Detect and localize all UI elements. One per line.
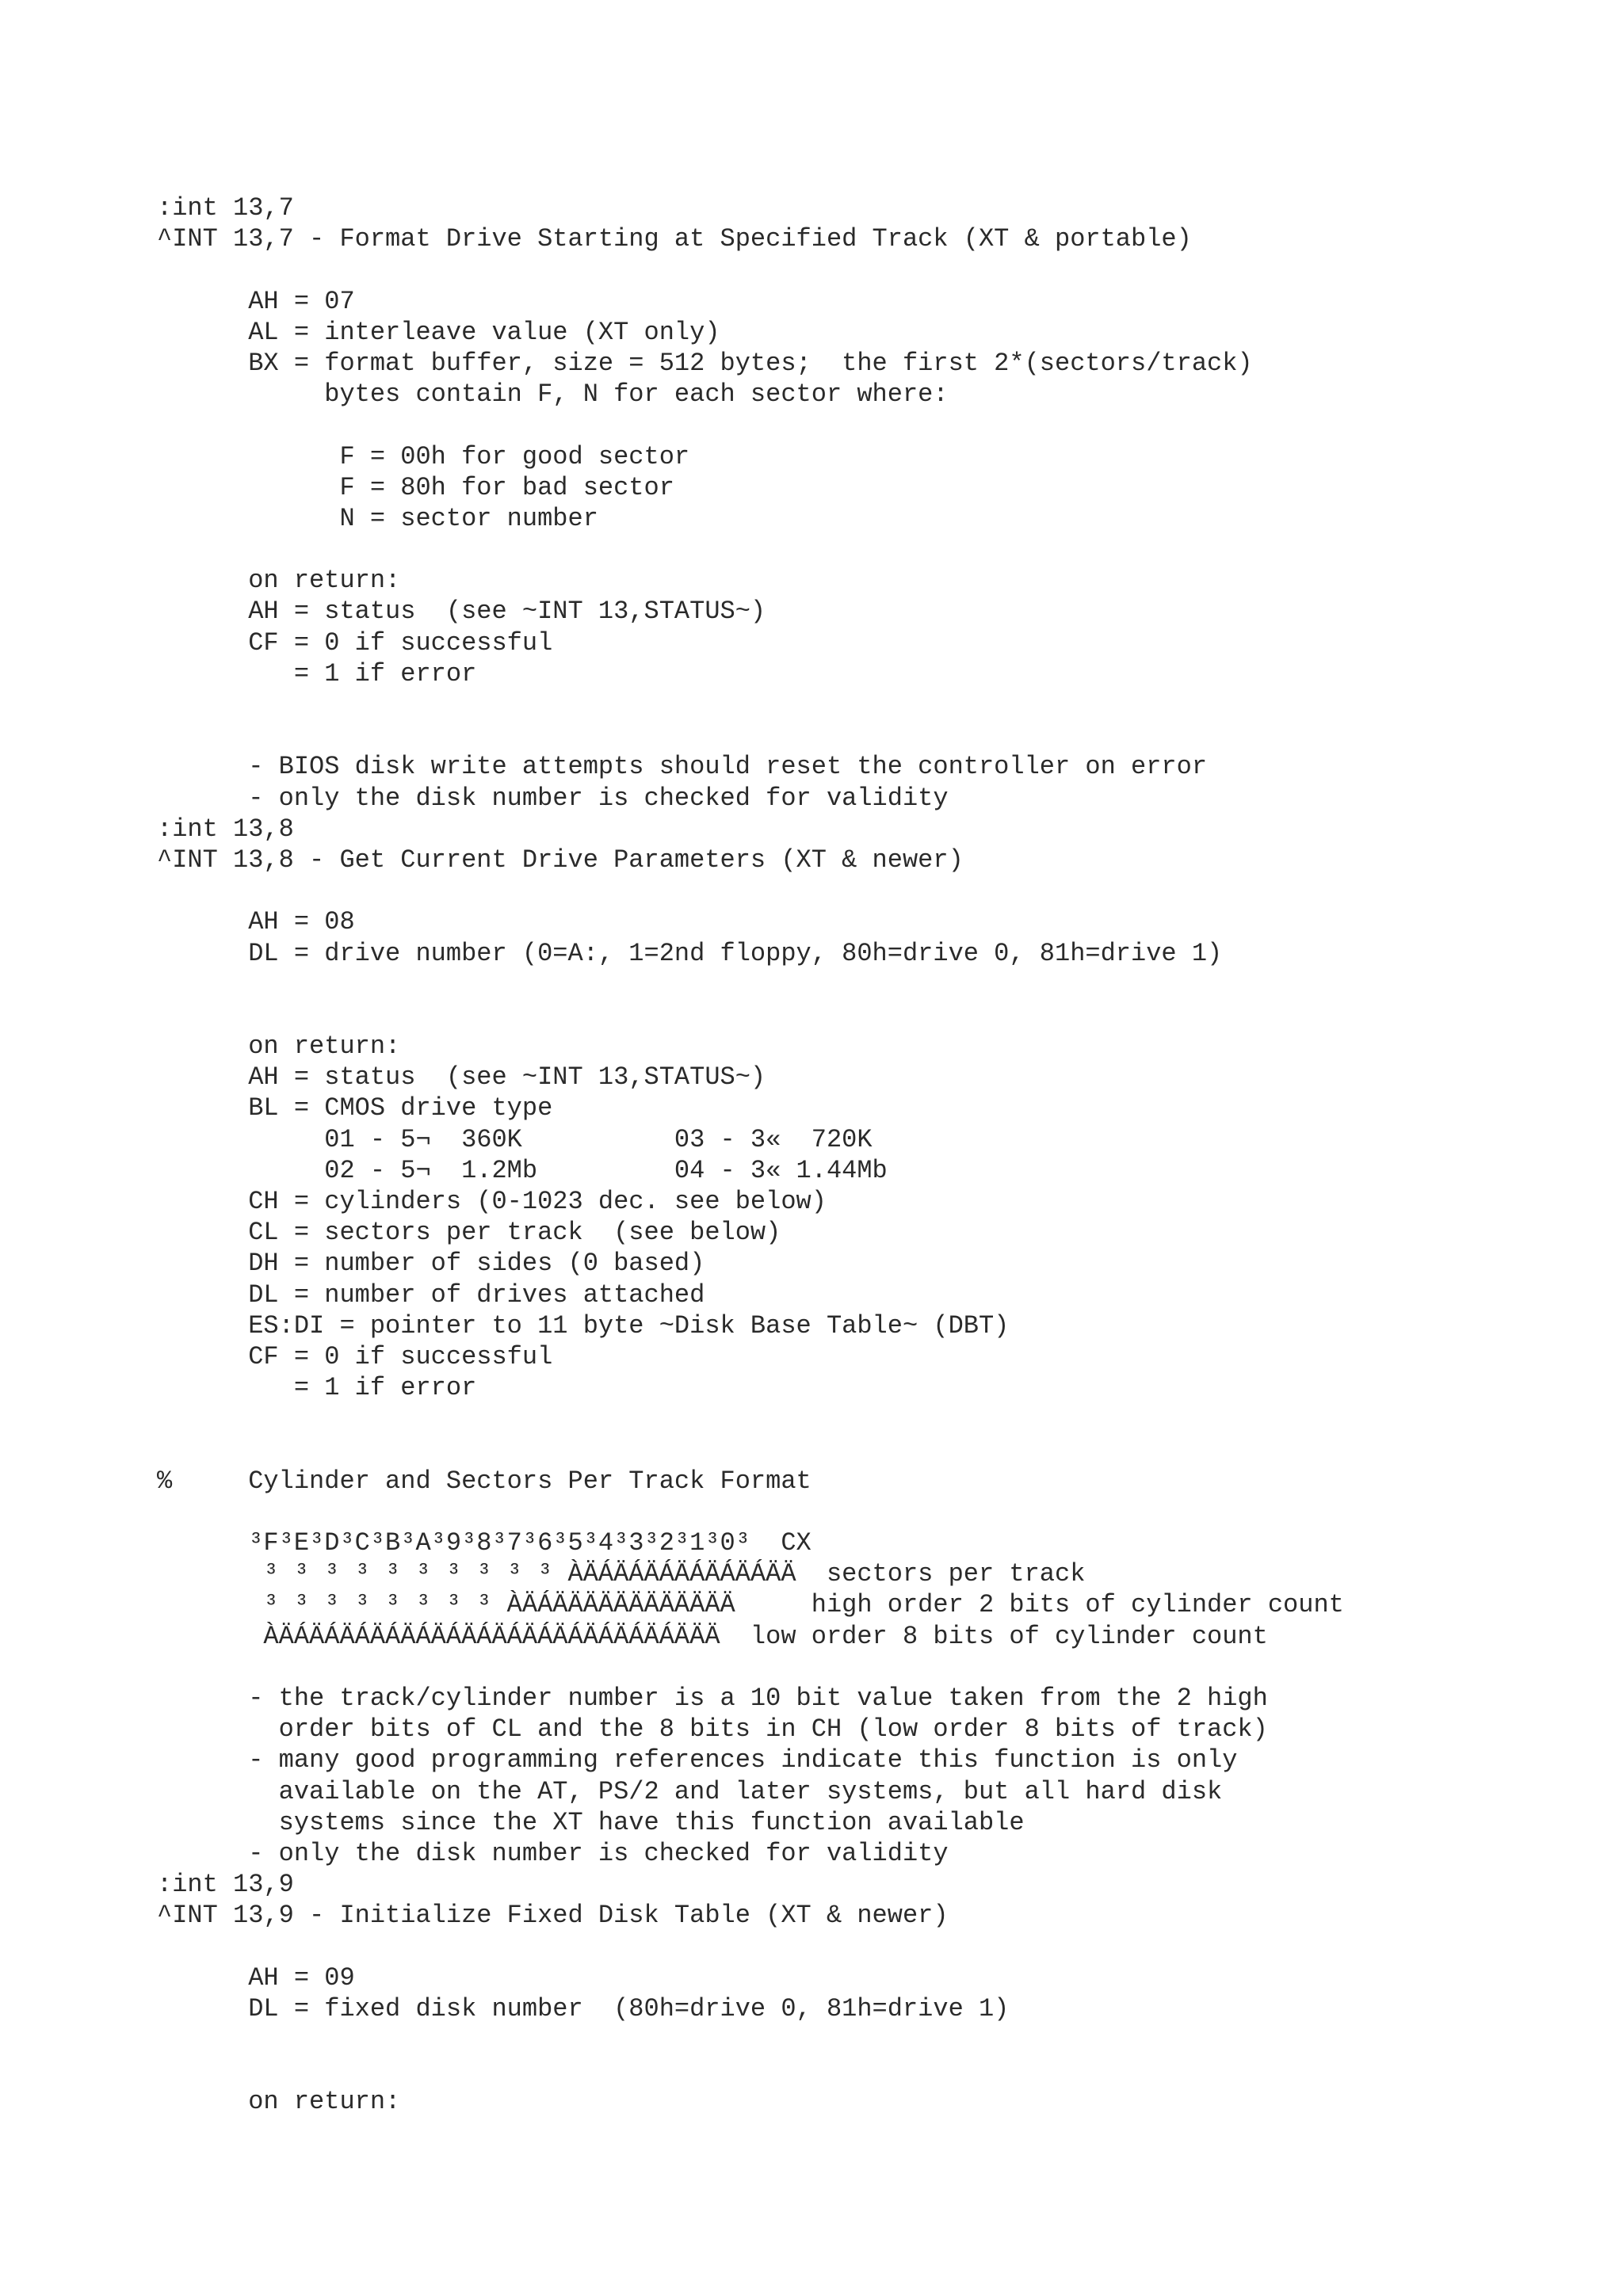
section-heading: ^INT 13,7 - Format Drive Starting at Specified Track (XT & portable)	[157, 224, 1192, 254]
text-line: CF = 0 if successful	[157, 627, 553, 658]
blank-line	[157, 254, 1599, 285]
text-line: available on the AT, PS/2 and later systems, but all hard disk	[157, 1776, 1223, 1806]
text-line: bytes contain F, N for each sector where:	[157, 379, 949, 410]
text-line: DL = fixed disk number (80h=drive 0, 81h=drive 1)	[157, 1993, 1010, 2023]
text-line: ³ ³ ³ ³ ³ ³ ³ ³ ÀÄÁÄÄÄÄÄÄÄÄÄÄÄÄ high order 2 bits of cylinder count	[157, 1590, 1344, 1620]
blank-line	[157, 1000, 1599, 1031]
text-line: - only the disk number is checked for validity	[157, 1838, 949, 1868]
text-line: 02 - 5¬ 1.2Mb 04 - 3« 1.44Mb	[157, 1155, 888, 1185]
text-line: CF = 0 if successful	[157, 1341, 553, 1371]
text-line: on return:	[157, 1032, 401, 1062]
text-line: ES:DI = pointer to 11 byte ~Disk Base Table~ (DBT)	[157, 1310, 1010, 1341]
text-line: - only the disk number is checked for validity	[157, 783, 949, 813]
text-line: AH = status (see ~INT 13,STATUS~)	[157, 597, 766, 627]
text-line: AH = status (see ~INT 13,STATUS~)	[157, 1062, 766, 1093]
text-line: = 1 if error	[157, 658, 477, 688]
text-line: ³ ³ ³ ³ ³ ³ ³ ³ ³ ³ ÀÄÁÄÁÄÁÄÁÄÁÄÁÄÄ sectors per track	[157, 1559, 1086, 1589]
text-line: on return:	[157, 2087, 401, 2117]
text-line: 01 - 5¬ 360K 03 - 3« 720K	[157, 1124, 873, 1154]
text-line: BL = CMOS drive type	[157, 1093, 553, 1123]
text-line: F = 00h for good sector	[157, 441, 690, 471]
topic-label: :int 13,7	[157, 193, 294, 223]
text-line: systems since the XT have this function available	[157, 1807, 1025, 1837]
text-line: ÀÄÁÄÁÄÁÄÁÄÁÄÁÄÁÄÁÄÁÄÁÄÁÄÁÄÁÄÄÄ low order 8 bits of cylinder count	[157, 1621, 1268, 1651]
text-line: on return:	[157, 566, 401, 596]
blank-line	[157, 689, 1599, 720]
text-line: DL = drive number (0=A:, 1=2nd floppy, 80h=drive 0, 81h=drive 1)	[157, 938, 1223, 968]
blank-line	[157, 969, 1599, 1000]
text-line: - the track/cylinder number is a 10 bit value taken from the 2 high	[157, 1684, 1268, 1713]
text-line: AH = 08	[157, 907, 355, 937]
blank-line	[157, 410, 1599, 441]
document-body	[157, 193, 1599, 2118]
text-line: DL = number of drives attached	[157, 1280, 705, 1310]
text-line: F = 80h for bad sector	[157, 472, 674, 502]
text-line: - many good programming references indicate this function is only	[157, 1745, 1238, 1775]
blank-line	[157, 1932, 1599, 1962]
text-line: CL = sectors per track (see below)	[157, 1218, 781, 1248]
blank-line	[157, 2024, 1599, 2055]
text-line: AH = 07	[157, 286, 355, 316]
blank-line	[157, 1435, 1599, 1466]
blank-line	[157, 875, 1599, 906]
section-heading: ^INT 13,8 - Get Current Drive Parameters (XT & newer)	[157, 845, 964, 875]
blank-line	[157, 1403, 1599, 1434]
blank-line	[157, 534, 1599, 565]
text-line: ³F³E³D³C³B³A³9³8³7³6³5³4³3³2³1³0³ CX	[157, 1528, 812, 1558]
section-heading: ^INT 13,9 - Initialize Fixed Disk Table (XT & newer)	[157, 1901, 949, 1931]
text-line: BX = format buffer, size = 512 bytes; the first 2*(sectors/track)	[157, 348, 1253, 378]
text-line: N = sector number	[157, 503, 598, 533]
blank-line	[157, 720, 1599, 751]
text-line: - BIOS disk write attempts should reset the controller on error	[157, 752, 1208, 782]
text-line: order bits of CL and the 8 bits in CH (low order 8 bits of track)	[157, 1714, 1268, 1745]
blank-line	[157, 1497, 1599, 1527]
text-line: % Cylinder and Sectors Per Track Format	[157, 1466, 812, 1496]
blank-line	[157, 2055, 1599, 2086]
text-line: AH = 09	[157, 1962, 355, 1993]
text-line: CH = cylinders (0-1023 dec. see below)	[157, 1187, 827, 1216]
text-line: AL = interleave value (XT only)	[157, 317, 720, 347]
blank-line	[157, 1652, 1599, 1683]
topic-label: :int 13,9	[157, 1870, 294, 1900]
text-line: = 1 if error	[157, 1373, 477, 1403]
topic-label: :int 13,8	[157, 814, 294, 844]
text-line: DH = number of sides (0 based)	[157, 1249, 705, 1279]
